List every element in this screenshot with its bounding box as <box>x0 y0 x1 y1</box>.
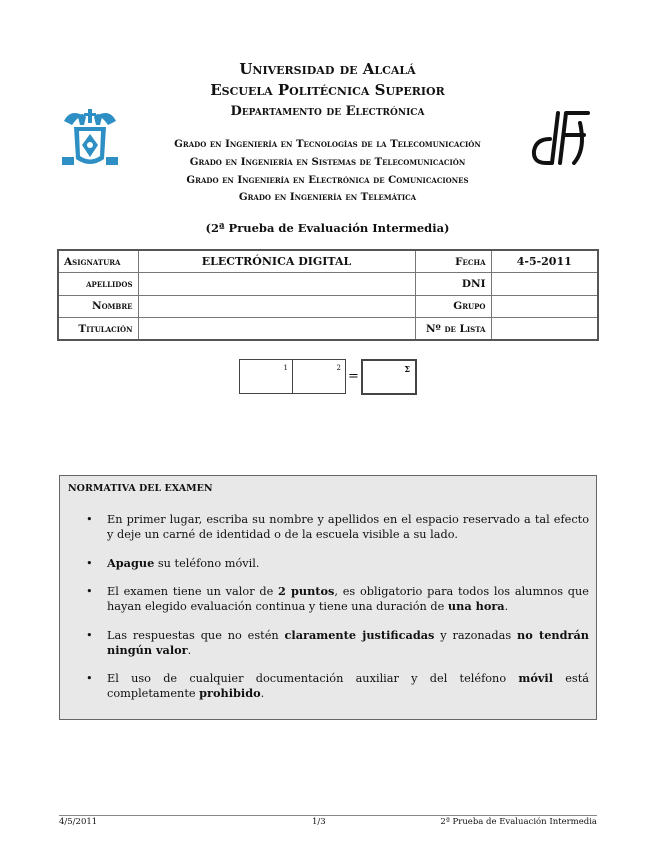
nombre-label: Nombre <box>58 295 138 318</box>
asignatura-label: Asignatura <box>58 250 138 273</box>
exam-rules-box <box>59 475 597 720</box>
titulacion-field[interactable] <box>138 318 415 341</box>
lista-field[interactable] <box>491 318 598 341</box>
score-box-2[interactable]: 2 <box>292 359 346 394</box>
degree-line: Grado en Ingeniería en Electrónica de Comunicaciones <box>186 174 469 186</box>
table-row <box>58 250 598 273</box>
document-header <box>0 0 655 215</box>
footer-page-number: 1/3 <box>312 817 326 827</box>
list-item: • Las respuestas que no estén claramente justificadas y razonadas no tendrán ningún valor. <box>86 627 589 657</box>
degree-line: Grado en Ingeniería en Tecnologías de la Telecomunicación <box>174 138 481 150</box>
university-name: Universidad de Alcalá <box>239 60 416 78</box>
bullet-icon: • <box>86 672 93 685</box>
rules-title: NORMATIVA DEL EXAMEN <box>68 483 213 494</box>
rules-list <box>83 512 589 715</box>
footer-date: 4/5/2011 <box>59 817 98 827</box>
dni-field[interactable] <box>491 273 598 296</box>
titulacion-label: Titulación <box>58 318 138 341</box>
bullet-icon: • <box>86 556 93 570</box>
footer-title: 2ª Prueba de Evaluación Intermedia <box>440 817 597 827</box>
degree-line: Grado en Ingeniería en Telemática <box>238 191 417 203</box>
score-box-1[interactable]: 1 <box>239 359 293 394</box>
bullet-icon: • <box>86 513 93 526</box>
list-item: • En primer lugar, escriba su nombre y apellidos en el espacio reservado a tal efecto y deje un carné de identidad o de la escuela visible a su lado. <box>86 513 589 541</box>
school-name: Escuela Politécnica Superior <box>210 81 445 99</box>
table-row <box>58 295 598 318</box>
apellidos-label: apellidos <box>58 273 138 296</box>
bullet-icon: • <box>86 628 93 642</box>
grupo-field[interactable] <box>491 295 598 318</box>
list-item: • Apague su teléfono móvil. <box>86 555 260 570</box>
bullet-icon: • <box>86 585 93 598</box>
score-total-box[interactable]: Σ <box>361 359 417 395</box>
lista-label: Nº de Lista <box>415 318 491 341</box>
fecha-label: Fecha <box>415 250 491 273</box>
dni-label: DNI <box>415 273 491 296</box>
apellidos-field[interactable] <box>138 273 415 296</box>
list-item: • El examen tiene un valor de 2 puntos, es obligatorio para todos los alumnos que hayan elegido evaluación continua y tiene una duración de una hora. <box>86 584 589 613</box>
grupo-label: Grupo <box>415 295 491 318</box>
fecha-value: 4-5-2011 <box>491 250 598 273</box>
exam-subtitle: (2ª Prueba de Evaluación Intermedia) <box>205 221 450 235</box>
equals-sign: = <box>348 369 359 384</box>
list-item: • El uso de cualquier documentación auxiliar y del teléfono móvil está completamente prohibido. <box>86 671 589 700</box>
footer-divider <box>59 815 597 816</box>
table-row <box>58 318 598 341</box>
department-logo <box>528 105 594 167</box>
nombre-field[interactable] <box>138 295 415 318</box>
asignatura-value: ELECTRÓNICA DIGITAL <box>138 250 415 273</box>
department-name: Departamento de Electrónica <box>230 104 425 119</box>
table-row <box>58 273 598 296</box>
degree-line: Grado en Ingeniería en Sistemas de Telecomunicación <box>189 156 466 168</box>
student-info-table <box>57 249 599 341</box>
